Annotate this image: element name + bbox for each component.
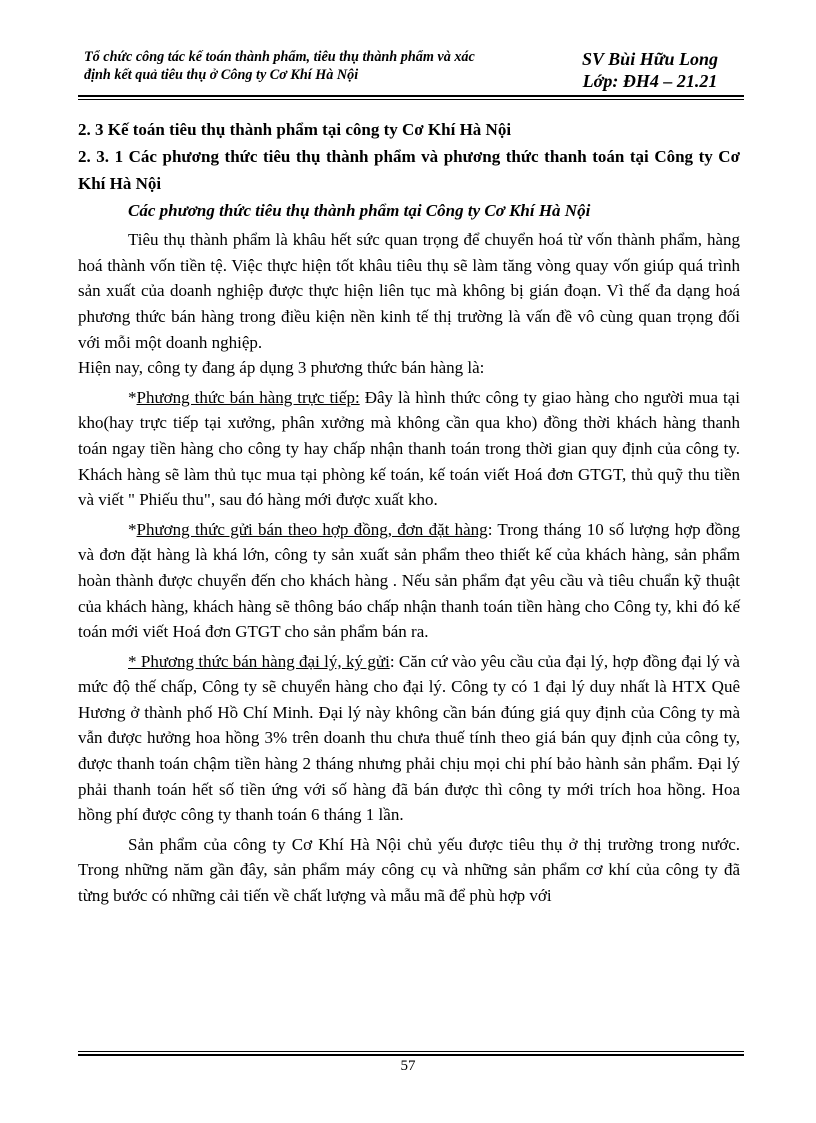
paragraph-intro: Tiêu thụ thành phẩm là khâu hết sức quan trọng để chuyển hoá từ vốn thành phẩm, hàng hoá thành vốn tiền tệ. Việc thực hiện tốt khâu tiêu thụ sẽ làm tăng vòng quay vốn giúp quá trình sản xuất của doanh nghiệp được thực hiện liên tục mà không bị gián đoạn. Vì thế đa dạng hoá phương thức bán hàng trong điều kiện nền kinh tế thị trường là vấn đề vô cùng quan trọng đối với mỗi một doanh nghiệp. — [78, 230, 740, 352]
subheading: Các phương thức tiêu thụ thành phẩm tại Công ty Cơ Khí Hà Nội — [128, 200, 591, 220]
method1-text: Đây là hình thức công ty giao hàng cho người mua tại kho(hay trực tiếp tại xưởng, phân xưởng mà không cần qua kho) đồng thời khách hàng thanh toán ngay tiền hàng cho công ty hay chấp nhận thanh toán trong thời gian quy định của công ty. Khách hàng sẽ làm thủ tục mua tại phòng kế toán, kế toán viết Hoá đơn GTGT, thủ quỹ thu tiền và viết " Phiếu thu", sau đó hàng mới được xuất kho. — [78, 387, 740, 510]
method2-text: : Trong tháng 10 số lượng hợp đồng và đơn đặt hàng là khá lớn, công ty sản xuất sản phẩm theo thiết kế của khách hàng, sản phẩm hoàn thành được chuyển đến cho khách hàng . Nếu sản phẩm đạt yêu cầu và tiêu chuẩn kỹ thuật của khách hàng, khách hàng sẽ thông báo chấp nhận thanh toán tiền hàng cho Công ty, khi đó kế toán mới viết Hoá đơn GTGT cho sản phẩm bán ra. — [78, 519, 740, 642]
paragraph-method-agency — [78, 649, 740, 828]
header-title-line2: định kết quả tiêu thụ ở Công ty Cơ Khí Hà Nội — [84, 67, 359, 83]
footer-rule-thick — [78, 1054, 744, 1056]
header-rule-thick — [78, 95, 744, 97]
method3-text: : Căn cứ vào yêu cầu của đại lý, hợp đồng đại lý và mức độ thế chấp, Công ty sẽ chuyển hàng cho đại lý. Công ty có 1 đại lý duy nhất là HTX Quê Hương ở thành phố Hồ Chí Minh. Đại lý này không cần bán đúng giá quy định của Công ty mà vẫn được hưởng hoa hồng 3% trên doanh thu chưa thuế tính theo giá bán quy định của công ty, được thanh toán chậm tiền hàng 2 tháng nhưng phải chịu mọi chi phí bảo hành sản phẩm. Đại lý phải thanh toán hết số tiền ứng với số hàng đã bán được thì công ty mới trích hoa hồng. Hoa hồng phí được công ty thanh toán 6 tháng 1 lần. — [78, 651, 740, 825]
header-rule-thin — [78, 99, 744, 100]
method1-label: Phương thức bán hàng trực tiếp: — [136, 387, 360, 407]
document-body — [78, 117, 740, 909]
method1-prefix: * — [128, 387, 137, 407]
paragraph-products: Sản phẩm của công ty Cơ Khí Hà Nội chủ yếu được tiêu thụ ở thị trường trong nước. Trong những năm gần đây, sản phẩm máy công cụ và những sản phẩm cơ khí của công ty đã từng bước có những cải tiến về chất lượng và mẫu mã để phù hợp với — [78, 834, 740, 906]
header-student-info — [560, 48, 740, 92]
paragraph-method-contract — [78, 517, 740, 645]
header-class: Lớp: ĐH4 – 21.21 — [582, 71, 718, 91]
header-title-line1: Tổ chức công tác kế toán thành phẩm, tiêu thụ thành phẩm và xác — [84, 49, 475, 65]
page-header — [78, 46, 744, 94]
header-author: SV Bùi Hữu Long — [581, 49, 718, 69]
section-heading-2-3-1: 2. 3. 1 Các phương thức tiêu thụ thành phẩm và phương thức thanh toán tại Công ty Cơ Khí Hà Nội — [78, 146, 740, 194]
method2-prefix: * — [128, 519, 137, 539]
paragraph-method-direct — [78, 385, 740, 513]
method2-label: Phương thức gửi bán theo hợp đồng, đơn đặt hàng — [136, 519, 488, 539]
section-heading-2-3: 2. 3 Kế toán tiêu thụ thành phẩm tại công ty Cơ Khí Hà Nội — [78, 120, 512, 139]
page-number: 57 — [400, 1058, 416, 1074]
paragraph-current-methods: Hiện nay, công ty đang áp dụng 3 phương thức bán hàng là: — [78, 358, 485, 378]
method3-label: * Phương thức bán hàng đại lý, ký gửi — [128, 651, 390, 671]
footer-rule-thin — [78, 1051, 744, 1052]
header-title — [84, 48, 554, 84]
